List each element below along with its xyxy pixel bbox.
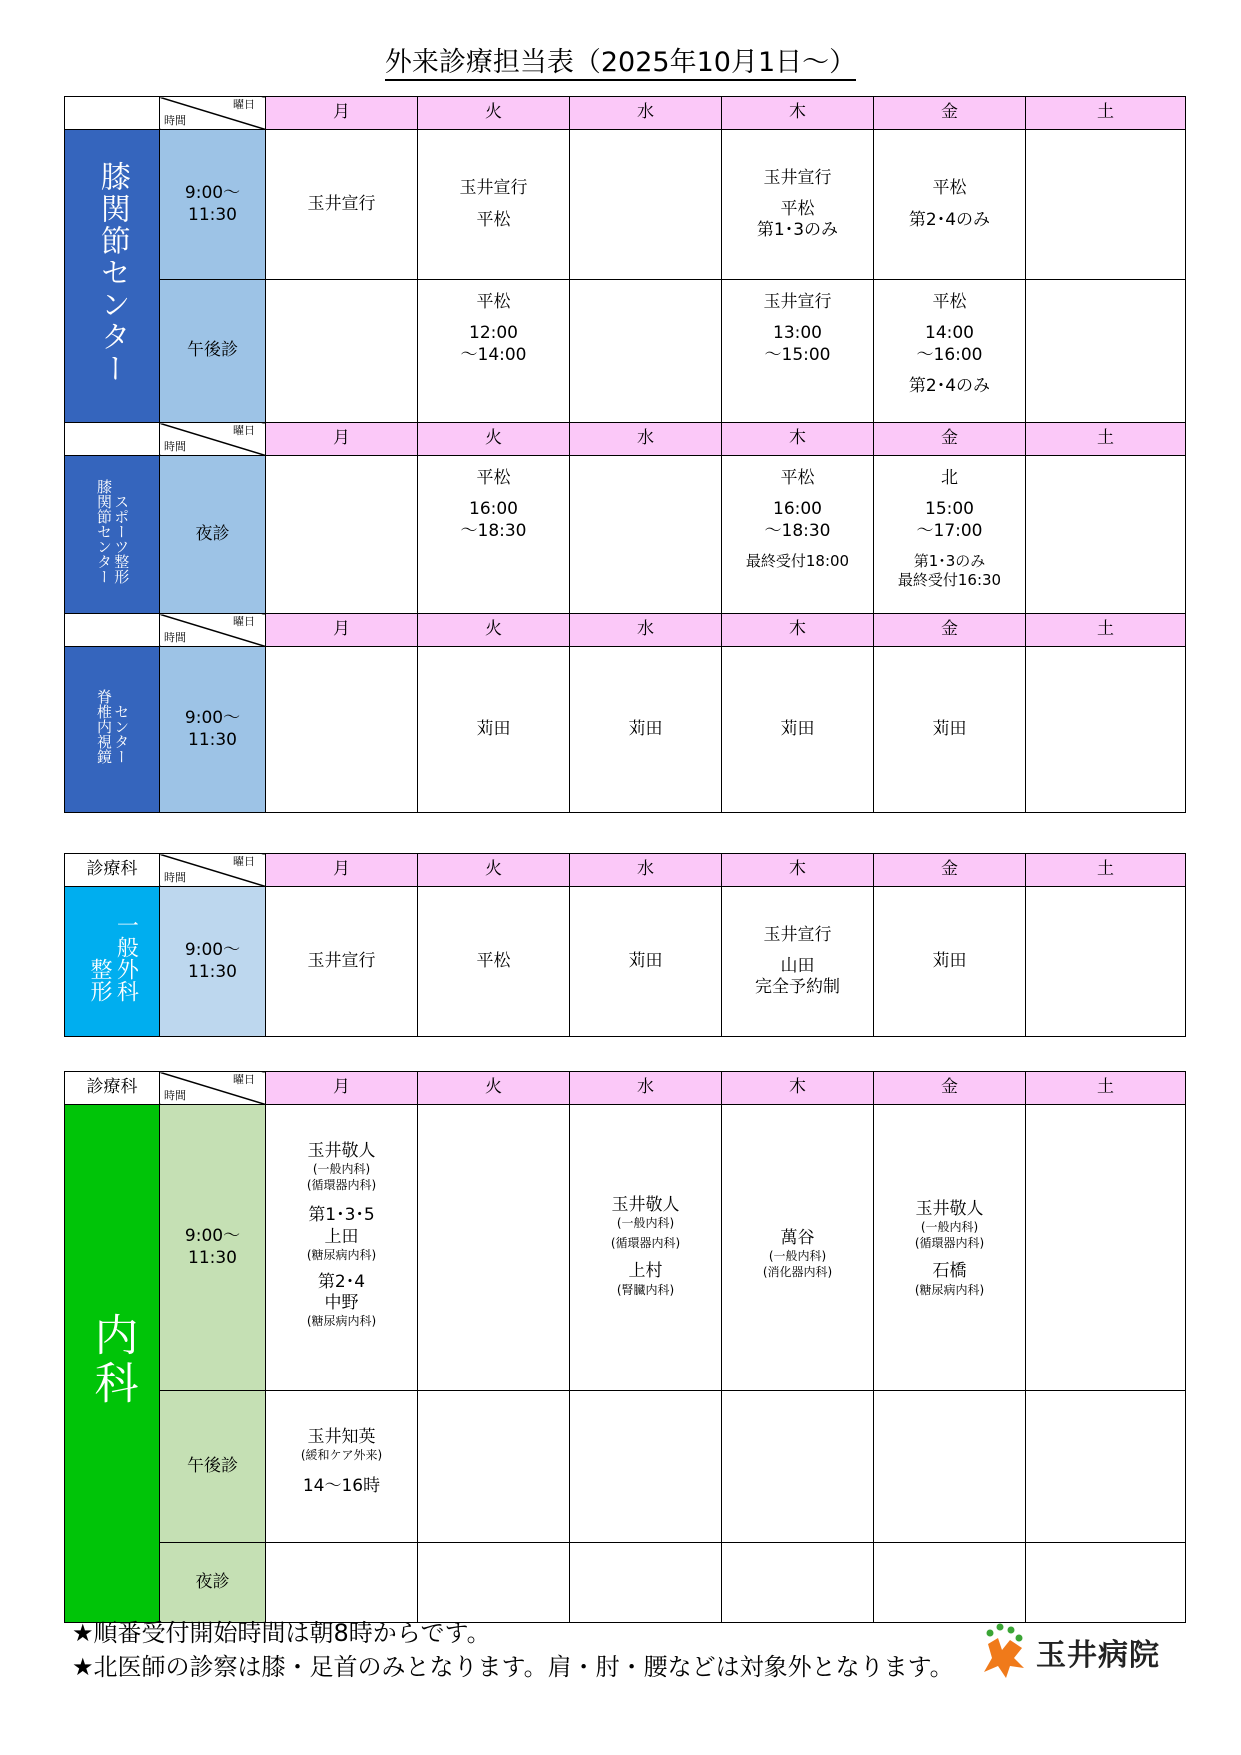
cell-line: ～14:00 xyxy=(460,344,527,365)
schedule-cell xyxy=(266,1543,418,1623)
schedule-cell xyxy=(418,1543,570,1623)
schedule-cell-mon: 玉井知英 (緩和ケア外来) 14～16時 xyxy=(266,1391,418,1543)
dept-internal: 内科 xyxy=(65,1105,160,1623)
cell-line: ～18:30 xyxy=(764,520,831,541)
cell-line: 第2･4のみ xyxy=(908,209,991,230)
schedule-cell xyxy=(418,887,570,1037)
cell-line: ～17:00 xyxy=(916,520,983,541)
schedule-cell-mon: 玉井敬人 (一般内科) (循環器内科) 第1･3･5 上田 (糖尿病内科) 第2･4 中野 (糖尿病内科) xyxy=(266,1105,418,1391)
cell-line: ～16:00 xyxy=(916,344,983,365)
time-cell: 9:00～ 11:30 xyxy=(160,1105,266,1391)
note-reception: ★順番受付開始時間は朝8時からです。 xyxy=(72,1619,491,1647)
schedule-cell xyxy=(722,887,874,1037)
day-mon: 月 xyxy=(266,854,418,887)
schedule-cell xyxy=(570,1391,722,1543)
day-tue: 火 xyxy=(418,423,570,456)
page-title: 外来診療担当表（2025年10月1日～） xyxy=(0,40,1241,79)
schedule-cell xyxy=(570,130,722,280)
day-fri: 金 xyxy=(874,854,1026,887)
day-wed: 水 xyxy=(570,854,722,887)
day-thu: 木 xyxy=(722,97,874,130)
header-dept-label: 診療科 xyxy=(65,854,160,887)
schedule-cell xyxy=(1026,280,1186,423)
day-sat: 土 xyxy=(1026,423,1186,456)
ortho-morning-row xyxy=(65,887,1186,1037)
internal-evening-row xyxy=(65,1543,1186,1623)
hospital-logo-icon xyxy=(980,1622,1030,1680)
header-diag: 曜日 時間 xyxy=(160,1072,266,1105)
schedule-cell xyxy=(874,130,1026,280)
schedule-cell xyxy=(266,647,418,813)
cell-line: 15:00 xyxy=(925,499,974,520)
schedule-cell xyxy=(722,280,874,423)
cell-line: 第1･3のみ xyxy=(913,551,986,570)
cell-line: 苅田 xyxy=(932,718,967,739)
cell-line: 最終受付16:30 xyxy=(897,570,1002,589)
cell-line xyxy=(874,313,1025,323)
cell-line: 平松 xyxy=(932,292,967,312)
schedule-cell xyxy=(266,130,418,280)
day-tue: 火 xyxy=(418,1072,570,1105)
hospital-name: 玉井病院 xyxy=(1036,1638,1160,1673)
header-diag: 曜日 時間 xyxy=(160,97,266,130)
cell-line: 玉井宣行 xyxy=(459,178,528,199)
day-thu: 木 xyxy=(722,423,874,456)
day-mon: 月 xyxy=(266,1072,418,1105)
header-diag: 曜日 時間 xyxy=(160,423,266,456)
internal-morning-row xyxy=(65,1105,1186,1391)
day-sat: 土 xyxy=(1026,854,1186,887)
schedule-cell xyxy=(1026,456,1186,614)
schedule-cell xyxy=(418,280,570,423)
day-thu: 木 xyxy=(722,614,874,647)
time-cell: 9:00～ 11:30 xyxy=(160,647,266,813)
cell-line xyxy=(722,313,873,323)
header-blank xyxy=(65,423,160,456)
header-row xyxy=(65,1072,1186,1105)
dept-spine: 脊椎内視鏡センター xyxy=(65,647,160,813)
cell-line xyxy=(722,946,873,956)
schedule-cell-wed: 玉井敬人 (一般内科) (循環器内科) 上村 (腎臓内科) xyxy=(570,1105,722,1391)
cell-line: 16:00 xyxy=(773,499,822,520)
cell-line: 12:00 xyxy=(469,323,518,344)
day-sat: 土 xyxy=(1026,1072,1186,1105)
cell-line: 玉井宣行 xyxy=(763,292,832,312)
knee-morning-row xyxy=(65,130,1186,280)
day-fri: 金 xyxy=(874,423,1026,456)
header-dept-label: 診療科 xyxy=(65,1072,160,1105)
schedule-cell xyxy=(266,887,418,1037)
time-cell: 9:00～ 11:30 xyxy=(160,887,266,1037)
day-thu: 木 xyxy=(722,854,874,887)
cell-line: 山田 xyxy=(780,955,815,976)
day-tue: 火 xyxy=(418,97,570,130)
cell-line xyxy=(722,489,873,499)
schedule-cell-tue xyxy=(418,1105,570,1391)
internal-afternoon-row xyxy=(65,1391,1186,1543)
day-sat: 土 xyxy=(1026,614,1186,647)
sports-evening-row xyxy=(65,456,1186,614)
cell-line: 苅田 xyxy=(476,718,511,739)
day-wed: 水 xyxy=(570,614,722,647)
schedule-cell xyxy=(722,456,874,614)
header-diag: 曜日 時間 xyxy=(160,614,266,647)
notes xyxy=(72,1616,954,1684)
cell-line: 苅田 xyxy=(932,950,967,971)
cell-line: 14:00 xyxy=(925,323,974,344)
schedule-cell xyxy=(570,280,722,423)
cell-line: 平松 xyxy=(780,468,815,488)
schedule-cell xyxy=(874,1543,1026,1623)
cell-line: 16:00 xyxy=(469,499,518,520)
cell-line xyxy=(874,489,1025,499)
cell-line: 完全予約制 xyxy=(755,977,840,998)
cell-line: 玉井宣行 xyxy=(307,950,376,971)
schedule-cell-fri: 玉井敬人 (一般内科) (循環器内科) 石橋 (糖尿病内科) xyxy=(874,1105,1026,1391)
header-diag: 曜日 時間 xyxy=(160,854,266,887)
schedule-cell xyxy=(418,647,570,813)
cell-line xyxy=(418,200,569,210)
day-thu: 木 xyxy=(722,1072,874,1105)
day-mon: 月 xyxy=(266,423,418,456)
cell-line xyxy=(874,542,1025,552)
header-row xyxy=(65,614,1186,647)
cell-line: 苅田 xyxy=(780,718,815,739)
day-fri: 金 xyxy=(874,1072,1026,1105)
time-cell: 夜診 xyxy=(160,1543,266,1623)
day-fri: 金 xyxy=(874,614,1026,647)
schedule-cell xyxy=(874,1391,1026,1543)
day-wed: 水 xyxy=(570,423,722,456)
schedule-cell xyxy=(1026,647,1186,813)
cell-line: 平松 xyxy=(476,468,511,488)
cell-line xyxy=(418,489,569,499)
schedule-cell xyxy=(874,456,1026,614)
schedule-cell xyxy=(418,130,570,280)
cell-line: 13:00 xyxy=(773,323,822,344)
schedule-cell xyxy=(1026,130,1186,280)
header-blank xyxy=(65,97,160,130)
day-mon: 月 xyxy=(266,97,418,130)
cell-line: 北 xyxy=(941,468,958,488)
day-sat: 土 xyxy=(1026,97,1186,130)
time-cell: 夜診 xyxy=(160,456,266,614)
cell-line: 平松 xyxy=(780,198,815,219)
schedule-cell xyxy=(570,456,722,614)
cell-line: 第1･3のみ xyxy=(756,220,839,241)
time-cell: 午後診 xyxy=(160,1391,266,1543)
hospital-logo xyxy=(980,1622,1180,1682)
header-row xyxy=(65,97,1186,130)
schedule-cell xyxy=(722,1543,874,1623)
cell-line: 最終受付18:00 xyxy=(745,551,850,570)
day-wed: 水 xyxy=(570,97,722,130)
schedule-cell xyxy=(418,456,570,614)
schedule-cell-sat xyxy=(1026,1105,1186,1391)
cell-line: 平松 xyxy=(476,292,511,312)
schedule-cell xyxy=(570,647,722,813)
schedule-table-ortho xyxy=(64,853,1186,1037)
cell-line xyxy=(722,542,873,552)
schedule-cell xyxy=(874,280,1026,423)
cell-line xyxy=(722,189,873,199)
dept-ortho: 整形一般外科 xyxy=(65,887,160,1037)
cell-line: 平松 xyxy=(476,209,511,230)
schedule-cell xyxy=(874,887,1026,1037)
day-tue: 火 xyxy=(418,854,570,887)
schedule-cell xyxy=(570,887,722,1037)
schedule-cell xyxy=(1026,887,1186,1037)
time-cell: 午後診 xyxy=(160,280,266,423)
spine-morning-row xyxy=(65,647,1186,813)
schedule-cell xyxy=(722,130,874,280)
header-blank xyxy=(65,614,160,647)
cell-line: 苅田 xyxy=(628,718,663,739)
day-fri: 金 xyxy=(874,97,1026,130)
cell-line: 苅田 xyxy=(628,950,663,971)
cell-line: 玉井宣行 xyxy=(763,167,832,188)
dept-sports: 膝関節センタースポーツ整形 xyxy=(65,456,160,614)
day-wed: 水 xyxy=(570,1072,722,1105)
schedule-cell xyxy=(570,1543,722,1623)
schedule-table-knee xyxy=(64,96,1186,813)
schedule-cell-thu: 萬谷 (一般内科) (消化器内科) xyxy=(722,1105,874,1391)
header-row xyxy=(65,423,1186,456)
schedule-cell xyxy=(722,1391,874,1543)
cell-line xyxy=(874,366,1025,376)
cell-line: 第2･4のみ xyxy=(908,375,991,396)
cell-line: 玉井宣行 xyxy=(763,924,832,945)
schedule-cell xyxy=(266,280,418,423)
cell-line: ～15:00 xyxy=(764,344,831,365)
schedule-table-internal xyxy=(64,1071,1186,1623)
schedule-cell xyxy=(722,647,874,813)
day-tue: 火 xyxy=(418,614,570,647)
cell-line: 平松 xyxy=(476,950,511,971)
cell-line xyxy=(874,200,1025,210)
note-kita: ★北医師の診察は膝・足首のみとなります。肩・肘・腰などは対象外となります。 xyxy=(72,1653,954,1681)
day-mon: 月 xyxy=(266,614,418,647)
schedule-cell xyxy=(418,1391,570,1543)
schedule-cell xyxy=(1026,1543,1186,1623)
header-row xyxy=(65,854,1186,887)
schedule-cell xyxy=(874,647,1026,813)
schedule-cell xyxy=(1026,1391,1186,1543)
time-cell: 9:00～ 11:30 xyxy=(160,130,266,280)
cell-line xyxy=(418,313,569,323)
knee-afternoon-row xyxy=(65,280,1186,423)
cell-line: ～18:30 xyxy=(460,520,527,541)
cell-line: 平松 xyxy=(932,178,967,199)
schedule-cell xyxy=(266,456,418,614)
dept-knee-center: 膝関節センター xyxy=(65,130,160,423)
cell-line: 玉井宣行 xyxy=(307,193,376,214)
